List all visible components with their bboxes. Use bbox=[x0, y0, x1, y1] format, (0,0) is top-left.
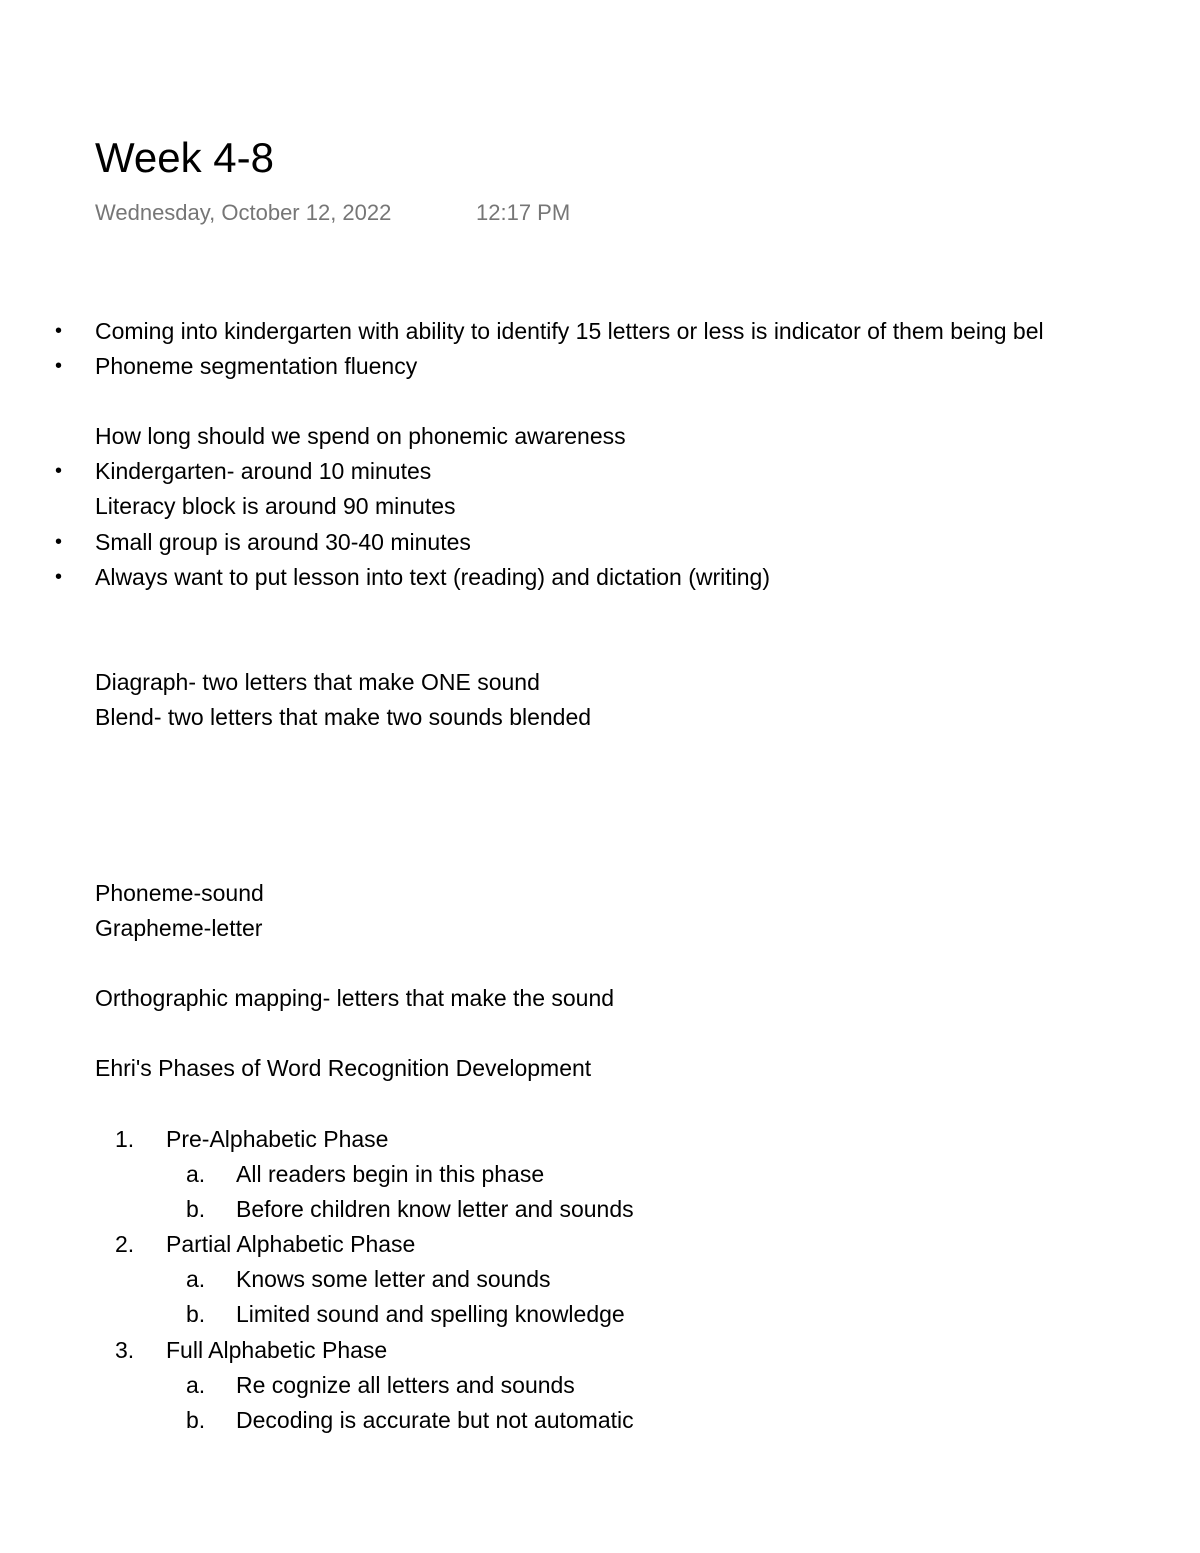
bullet-item: Kindergarten- around 10 minutes bbox=[95, 458, 432, 484]
sub-item-text: Decoding is accurate but not automatic bbox=[236, 1407, 634, 1433]
sub-item-text: Re cognize all letters and sounds bbox=[236, 1372, 575, 1398]
definition-diagraph: Diagraph- two letters that make ONE sound bbox=[95, 669, 540, 695]
bullet-icon: • bbox=[55, 355, 63, 377]
phase-number: 3. bbox=[115, 1337, 135, 1363]
sub-item-text: Limited sound and spelling knowledge bbox=[236, 1301, 625, 1327]
bullet-icon: • bbox=[55, 460, 63, 482]
note-date: Wednesday, October 12, 2022 bbox=[95, 200, 392, 225]
bullet-icon: • bbox=[55, 566, 63, 588]
bullet-icon: • bbox=[55, 320, 63, 342]
phase-label: Partial Alphabetic Phase bbox=[166, 1231, 416, 1257]
sub-item-letter: a. bbox=[186, 1372, 206, 1398]
sub-item-letter: a. bbox=[186, 1266, 206, 1292]
note-time: 12:17 PM bbox=[476, 200, 571, 225]
phase-number: 1. bbox=[115, 1126, 135, 1152]
sub-item-text: All readers begin in this phase bbox=[236, 1161, 545, 1187]
sub-item-text: Before children know letter and sounds bbox=[236, 1196, 634, 1222]
bullet-icon: • bbox=[55, 531, 63, 553]
sub-item-letter: b. bbox=[186, 1196, 206, 1222]
sub-item-letter: b. bbox=[186, 1301, 206, 1327]
continuation-text: Literacy block is around 90 minutes bbox=[95, 493, 456, 519]
page-title: Week 4-8 bbox=[95, 134, 274, 181]
bullet-item: Always want to put lesson into text (reading) and dictation (writing) bbox=[95, 564, 770, 590]
bullet-item: Phoneme segmentation fluency bbox=[95, 353, 418, 379]
definition-grapheme: Grapheme-letter bbox=[95, 915, 263, 941]
sub-item-text: Knows some letter and sounds bbox=[236, 1266, 551, 1292]
sub-item-letter: a. bbox=[186, 1161, 206, 1187]
definition-orthographic: Orthographic mapping- letters that make the sound bbox=[95, 985, 615, 1011]
bullet-item: Small group is around 30-40 minutes bbox=[95, 529, 471, 555]
sub-item-letter: b. bbox=[186, 1407, 206, 1433]
phase-number: 2. bbox=[115, 1231, 135, 1257]
question-text: How long should we spend on phonemic awareness bbox=[95, 423, 626, 449]
definition-phoneme: Phoneme-sound bbox=[95, 880, 264, 906]
phase-label: Full Alphabetic Phase bbox=[166, 1337, 388, 1363]
definition-blend: Blend- two letters that make two sounds blended bbox=[95, 704, 592, 730]
ehri-heading: Ehri's Phases of Word Recognition Development bbox=[95, 1055, 592, 1081]
phase-label: Pre-Alphabetic Phase bbox=[166, 1126, 389, 1152]
bullet-item: Coming into kindergarten with ability to identify 15 letters or less is indicator of them being bel bbox=[95, 318, 1044, 344]
